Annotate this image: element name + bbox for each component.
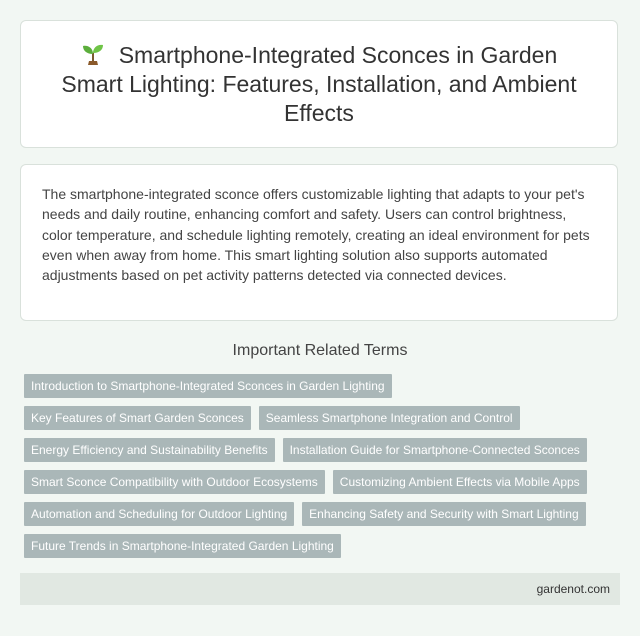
related-terms-heading: Important Related Terms [232, 342, 408, 359]
page-title [55, 41, 583, 128]
related-term-tag[interactable]: Key Features of Smart Garden Sconces [24, 406, 251, 430]
related-term-tag[interactable]: Enhancing Safety and Security with Smart Lighting [302, 502, 585, 526]
description-text: The smartphone-integrated sconce offers customizable lighting that adapts to your pet's needs and daily routine, enhancing comfort and safety. Users can control brightness, color temperature, and schedule lighting remotely, creating an ideal environment for pets even when away from home. This smart lighting solution also supports automated adjustments based on pet activity patterns detected via connected devices. [42, 186, 590, 284]
related-term-tag[interactable]: Energy Efficiency and Sustainability Benefits [24, 438, 275, 462]
footer [20, 573, 620, 605]
related-term-tag[interactable]: Automation and Scheduling for Outdoor Lighting [24, 502, 294, 526]
related-term-tag[interactable]: Introduction to Smartphone-Integrated Sconces in Garden Lighting [24, 374, 392, 398]
related-term-tag[interactable]: Future Trends in Smartphone-Integrated Garden Lighting [24, 534, 341, 558]
related-term-tag[interactable]: Smart Sconce Compatibility with Outdoor Ecosystems [24, 470, 325, 494]
related-term-tag[interactable]: Installation Guide for Smartphone-Connected Sconces [283, 438, 587, 462]
title-card [20, 20, 618, 148]
related-terms-list [24, 374, 624, 566]
related-term-tag[interactable]: Customizing Ambient Effects via Mobile Apps [333, 470, 587, 494]
related-term-tag[interactable]: Seamless Smartphone Integration and Control [259, 406, 520, 430]
footer-site-link[interactable]: gardenot.com [536, 582, 610, 596]
description-card [20, 164, 618, 321]
sprout-icon [81, 42, 105, 66]
page-title-text: Smartphone-Integrated Sconces in Garden Smart Lighting: Features, Installation, and Ambient Effects [61, 41, 577, 126]
